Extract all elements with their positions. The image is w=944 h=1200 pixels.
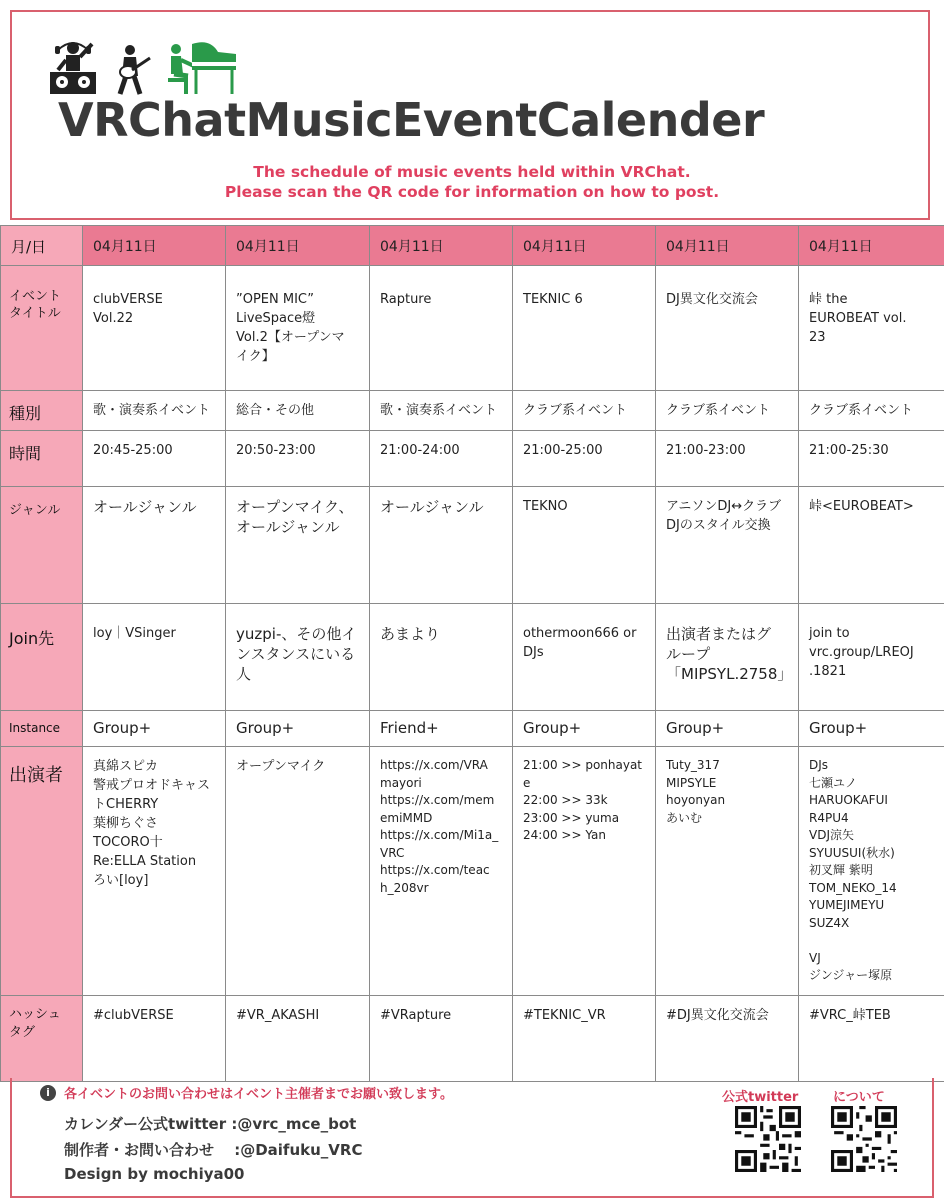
event-date: 04月11日 bbox=[226, 226, 370, 266]
info-icon: i bbox=[40, 1085, 56, 1101]
row-label-genre: ジャンル bbox=[1, 487, 83, 604]
event-genre: TEKNO bbox=[523, 499, 568, 514]
event-hashtag: #clubVERSE bbox=[93, 1008, 174, 1023]
about-qr-code[interactable] bbox=[831, 1106, 897, 1172]
event-time: 21:00-24:00 bbox=[380, 443, 460, 458]
event-date: 04月11日 bbox=[656, 226, 799, 266]
row-label-type: 種別 bbox=[1, 391, 83, 431]
event-join: othermoon666 or DJs bbox=[523, 626, 637, 660]
twitter-qr-code[interactable] bbox=[735, 1106, 801, 1172]
contact-note-text: 各イベントのお問い合わせはイベント主催者までお願い致します。 bbox=[64, 1087, 453, 1102]
event-calendar-table bbox=[0, 225, 944, 1082]
event-date: 04月11日 bbox=[83, 226, 226, 266]
date-row bbox=[1, 226, 944, 266]
event-join: loy｜VSinger bbox=[93, 626, 176, 641]
event-instance: Group+ bbox=[93, 719, 152, 737]
qr-about-label: について bbox=[833, 1090, 885, 1105]
event-time: 21:00-25:00 bbox=[523, 443, 603, 458]
instance-row bbox=[1, 711, 944, 747]
pianist-icon bbox=[166, 40, 238, 96]
event-type: クラブ系イベント bbox=[523, 403, 628, 418]
event-hashtag: #VRapture bbox=[380, 1008, 452, 1023]
row-label-hashtag: ハッシュ タグ bbox=[1, 996, 83, 1082]
dj-icon bbox=[48, 40, 98, 96]
event-title: Rapture bbox=[380, 292, 432, 307]
event-type: 総合・その他 bbox=[236, 403, 315, 418]
title-row bbox=[1, 266, 944, 391]
event-genre: 峠<EUROBEAT> bbox=[809, 499, 914, 514]
event-instance: Group+ bbox=[523, 719, 582, 737]
event-type: クラブ系イベント bbox=[666, 403, 771, 418]
event-performers: https://x.com/VRA mayori https://x.com/mem emiMMD https://x.com/Mi1a_ VRC https://x.com/teac h_208vr bbox=[380, 758, 499, 895]
event-performers: オープンマイク bbox=[236, 759, 326, 774]
row-label-instance: Instance bbox=[1, 711, 83, 747]
event-performers: DJs 七瀬ユノ HARUOKAFUI R4PU4 VDJ涼矢 SYUUSUI(秋水) 初叉輝 紫明 TOM_NEKO_14 YUMEJIMEYU SUZ4X VJ ジンジャー塚原 bbox=[809, 758, 897, 982]
event-instance: Friend+ bbox=[380, 719, 439, 737]
event-join: join to vrc.group/LREOJ .1821 bbox=[809, 626, 914, 679]
event-join: 出演者またはグ ループ 「MIPSYL.2758」 bbox=[666, 625, 793, 683]
subtitle-line-1: The schedule of music events held within VRChat. bbox=[253, 163, 691, 181]
event-performers: 真綿スピカ 警戒プロオドキャス トCHERRY 葉柳ちぐさ TOCORO十 Re:ELLA Station ろい[loy] bbox=[93, 759, 211, 888]
performers-row bbox=[1, 747, 944, 996]
contact-note bbox=[40, 1083, 453, 1102]
event-type: 歌・演奏系イベント bbox=[380, 403, 498, 418]
event-title: DJ異文化交流会 bbox=[666, 292, 758, 307]
event-instance: Group+ bbox=[236, 719, 295, 737]
event-title: TEKNIC 6 bbox=[523, 292, 583, 307]
time-row bbox=[1, 431, 944, 487]
event-genre: アニソンDJ↔クラブ DJのスタイル交換 bbox=[666, 499, 782, 533]
hashtag-row bbox=[1, 996, 944, 1082]
join-row bbox=[1, 604, 944, 711]
qr-twitter-label: 公式twitter bbox=[722, 1090, 799, 1105]
official-twitter-line[interactable]: カレンダー公式twitter :@vrc_mce_bot bbox=[64, 1115, 357, 1133]
event-type: 歌・演奏系イベント bbox=[93, 403, 211, 418]
event-time: 21:00-23:00 bbox=[666, 443, 746, 458]
header-icons bbox=[48, 40, 238, 96]
event-hashtag: #VR_AKASHI bbox=[236, 1008, 320, 1023]
event-performers: Tuty_317 MIPSYLE hoyonyan あいむ bbox=[666, 758, 726, 825]
event-date: 04月11日 bbox=[513, 226, 656, 266]
row-label-date: 月/日 bbox=[1, 226, 83, 266]
event-genre: オールジャンル bbox=[380, 498, 484, 516]
event-date: 04月11日 bbox=[799, 226, 944, 266]
event-time: 20:50-23:00 bbox=[236, 443, 316, 458]
event-type: クラブ系イベント bbox=[809, 403, 914, 418]
type-row bbox=[1, 391, 944, 431]
event-title: clubVERSE Vol.22 bbox=[93, 292, 163, 326]
row-label-title: イベント タイトル bbox=[1, 266, 83, 391]
event-title: ”OPEN MIC” LiveSpace燈 Vol.2【オープンマ イク】 bbox=[236, 292, 345, 364]
row-label-join: Join先 bbox=[1, 604, 83, 711]
event-join: あまより bbox=[380, 625, 441, 643]
event-genre: オールジャンル bbox=[93, 498, 197, 516]
event-time: 21:00-25:30 bbox=[809, 443, 889, 458]
event-instance: Group+ bbox=[666, 719, 725, 737]
genre-row bbox=[1, 487, 944, 604]
event-performers: 21:00 >> ponhayate 22:00 >> 33k 23:00 >> yuma 24:00 >> Yan bbox=[523, 758, 643, 842]
event-hashtag: #VRC_峠TEB bbox=[809, 1008, 891, 1023]
event-title: 峠 the EUROBEAT vol. 23 bbox=[809, 292, 907, 345]
creator-contact-line[interactable]: 制作者・お問い合わせ :@Daifuku_VRC bbox=[64, 1141, 363, 1159]
event-genre: オープンマイク、 オールジャンル bbox=[236, 498, 354, 536]
row-label-time: 時間 bbox=[1, 431, 83, 487]
page-title: VRChatMusicEventCalender bbox=[58, 93, 765, 147]
design-credit: Design by mochiya00 bbox=[64, 1165, 245, 1183]
event-date: 04月11日 bbox=[370, 226, 513, 266]
guitarist-icon bbox=[112, 44, 152, 96]
event-hashtag: #DJ異文化交流会 bbox=[666, 1008, 769, 1023]
event-join: yuzpi-、その他イ ンスタンスにいる 人 bbox=[236, 625, 357, 683]
row-label-performers: 出演者 bbox=[1, 747, 83, 996]
event-time: 20:45-25:00 bbox=[93, 443, 173, 458]
subtitle-line-2: Please scan the QR code for information on how to post. bbox=[224, 183, 720, 201]
event-hashtag: #TEKNIC_VR bbox=[523, 1008, 606, 1023]
event-instance: Group+ bbox=[809, 719, 868, 737]
